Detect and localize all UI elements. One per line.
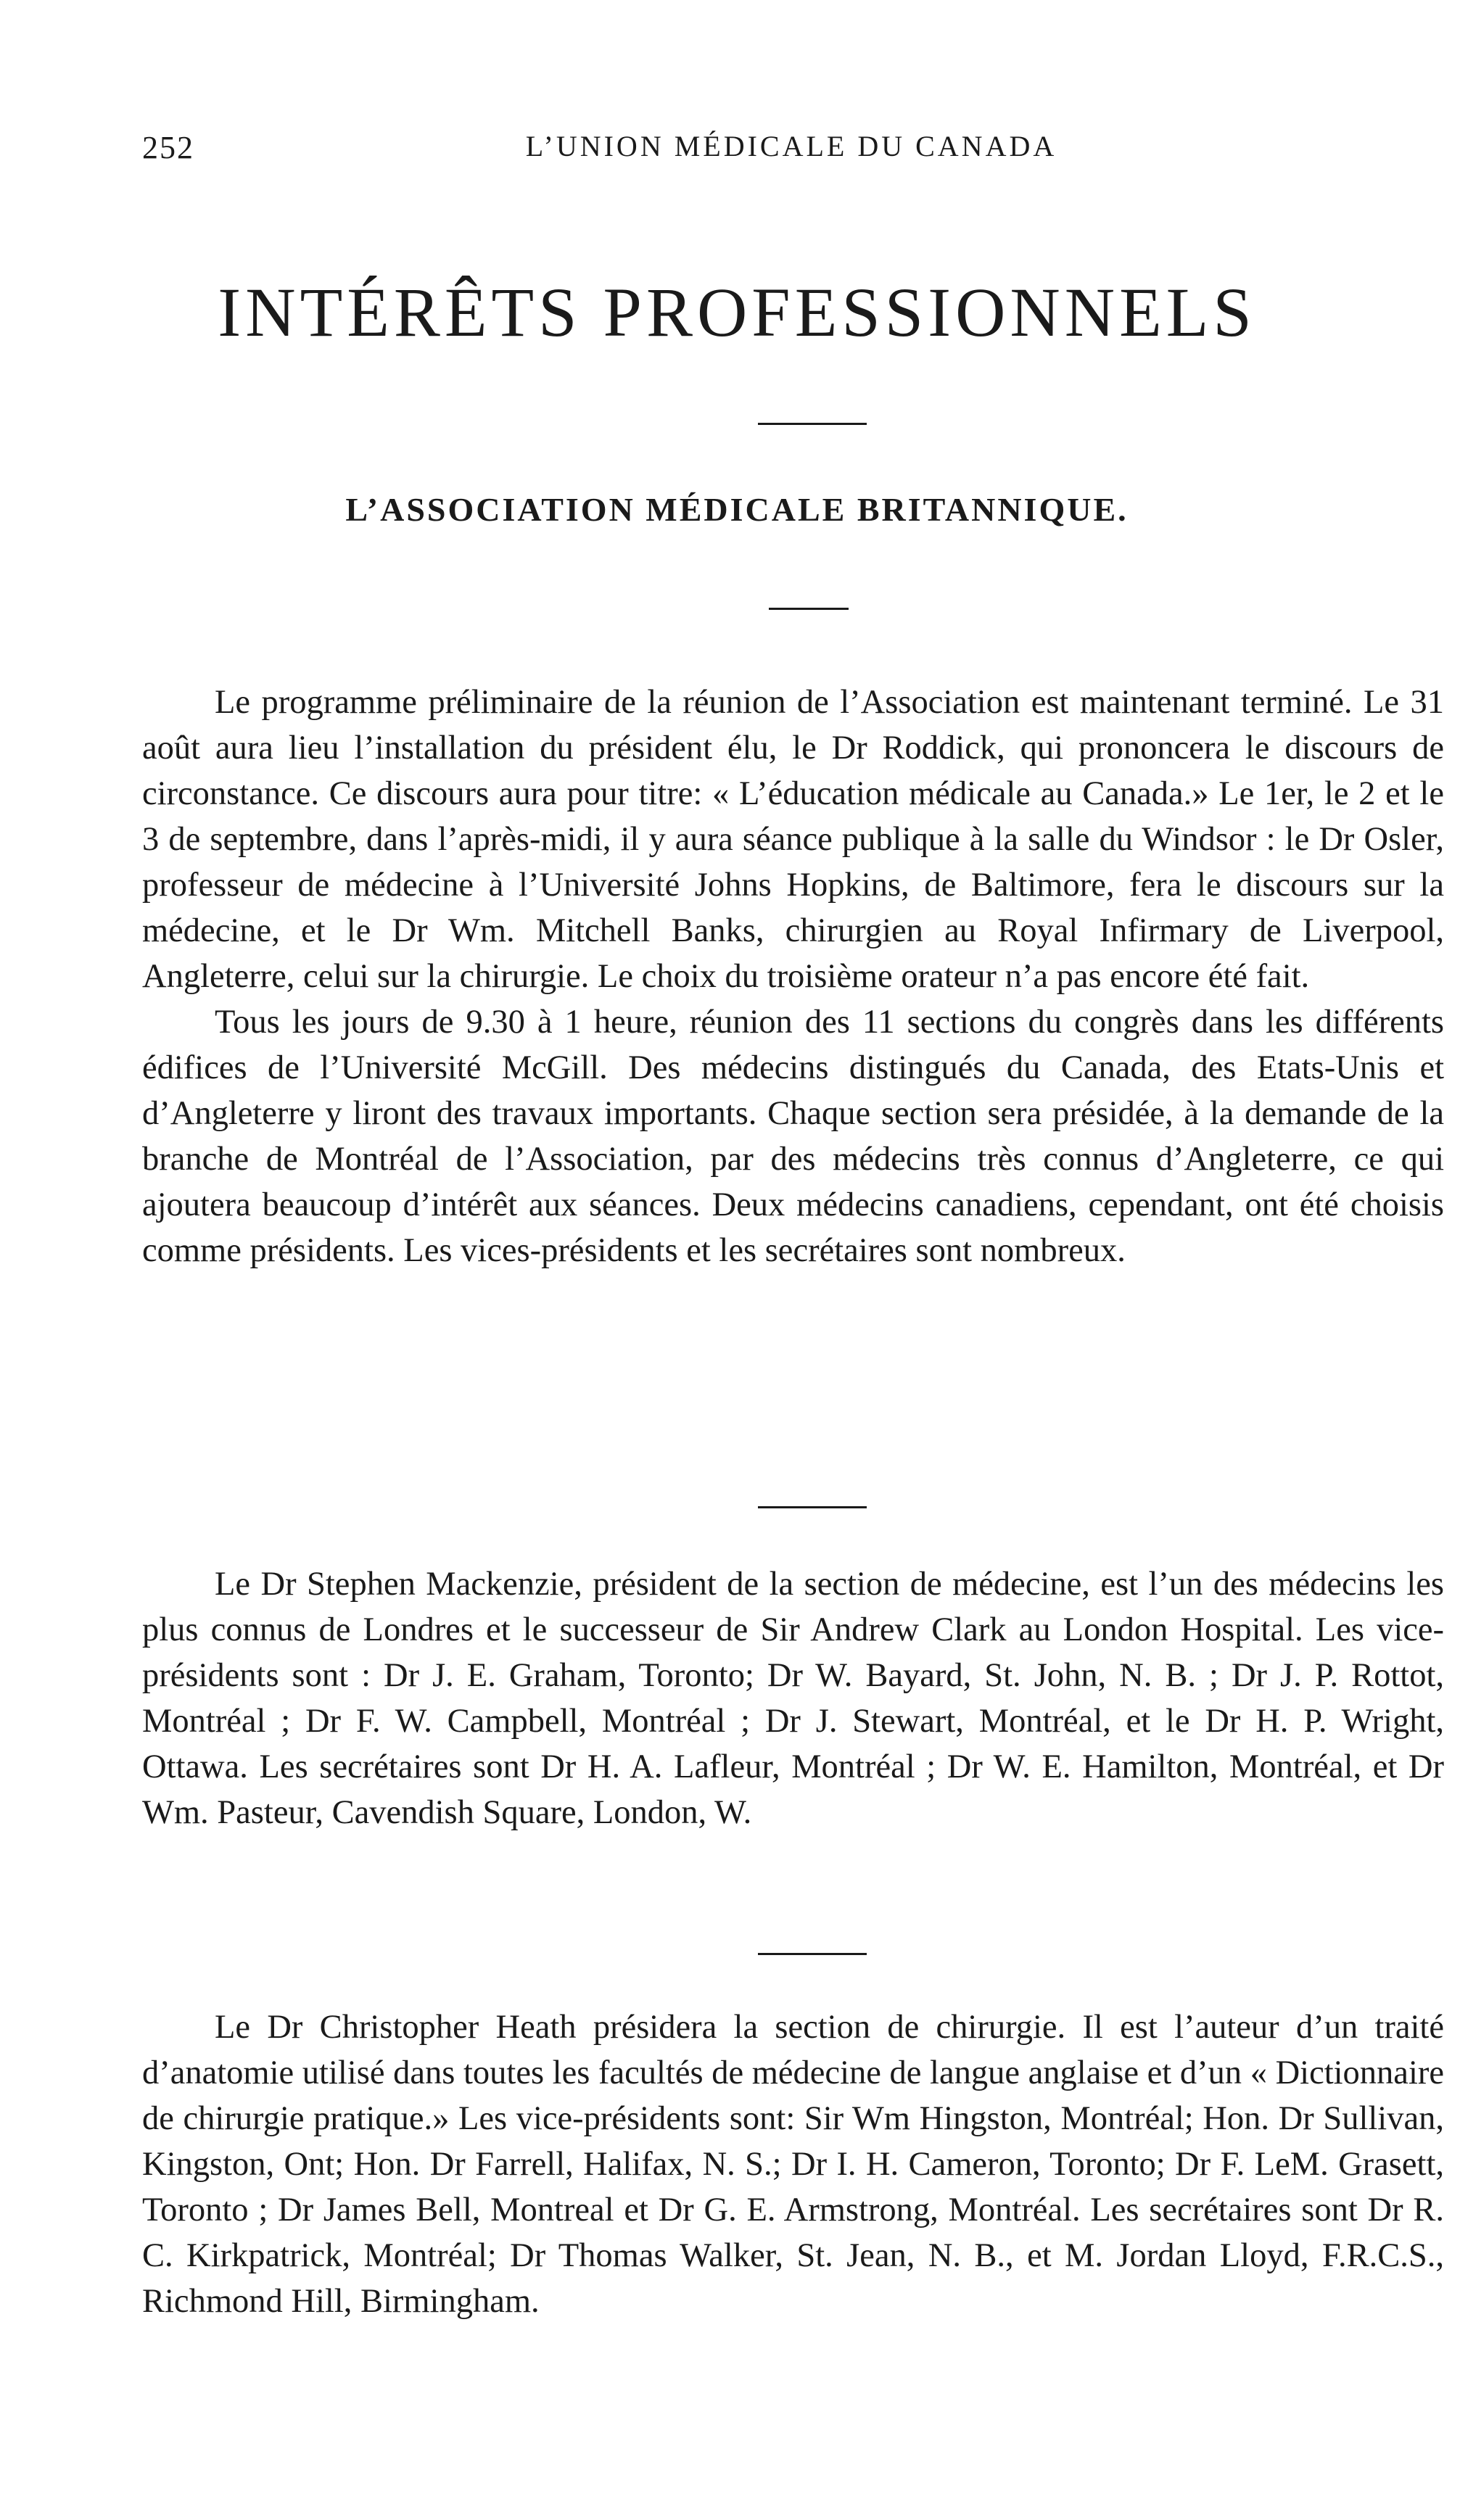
running-head (142, 129, 1440, 173)
divider-rule (758, 1953, 867, 1955)
divider-rule (758, 423, 867, 425)
divider-rule (769, 608, 849, 610)
article-body-surgery (142, 2004, 1444, 2324)
article-body-medicine (142, 1561, 1444, 1835)
paragraph: Le Dr Stephen Mackenzie, président de la section de médecine, est l’un des médecins les plus connus de Londres et le successeur de Sir Andrew Clark au London Hospital. Les vice-présidents sont : Dr J. E. Graham, Toronto; Dr W. Bayard, St. John, N. B. ; Dr J. P. Rottot, Montréal ; Dr F. W. Campbell, Montréal ; Dr J. Stewart, Montréal, et le Dr H. P. Wright, Ottawa. Les secrétaires sont Dr H. A. Lafleur, Montréal ; Dr W. E. Hamilton, Montréal, et Dr Wm. Pasteur, Cavendish Square, London, W. (142, 1566, 1444, 1831)
page-number: 252 (142, 130, 194, 165)
paragraph: Le Dr Christopher Heath présidera la section de chirurgie. Il est l’auteur d’un traité d’anatomie utilisé dans toutes les facultés de médecine de langue anglaise et d’un « Dictionnaire de chirurgie pratique.» Les vice-présidents sont: Sir Wm Hingston, Montréal; Hon. Dr Sullivan, Kingston, Ont; Hon. Dr Farrell, Halifax, N. S.; Dr I. H. Cameron, Toronto; Dr F. LeM. Grasett, Toronto ; Dr James Bell, Montreal et Dr G. E. Armstrong, Montréal. Les secrétaires sont Dr R. C. Kirkpatrick, Montréal; Dr Thomas Walker, St. Jean, N. B., et M. Jordan Lloyd, F.R.C.S., Richmond Hill, Birmingham. (142, 2009, 1444, 2320)
article-subtitle: L’ASSOCIATION MÉDICALE BRITANNIQUE. (345, 491, 1129, 528)
paragraph: Le programme préliminaire de la réunion de l’Association est maintenant terminé. Le 31 août aura lieu l’installation du président élu, le Dr Roddick, qui prononcera le discours de circonstance. Ce discours aura pour titre: « L’éducation médicale au Canada.» Le 1er, le 2 et le 3 de septembre, dans l’après-midi, il y aura séance publique à la salle du Windsor : le Dr Osler, professeur de médecine à l’Université Johns Hopkins, de Baltimore, fera le discours sur la médecine, et le Dr Wm. Mitchell Banks, chirurgien au Royal Infirmary de Liverpool, Angleterre, celui sur la chirurgie. Le choix du troisième orateur n’a pas encore été fait. (142, 684, 1444, 995)
journal-title: L’UNION MÉDICALE DU CANADA (525, 130, 1057, 162)
divider-rule (758, 1506, 867, 1508)
paragraph: Tous les jours de 9.30 à 1 heure, réunion des 11 sections du congrès dans les différents édifices de l’Université McGill. Des médecins distingués du Canada, des Etats-Unis et d’Angleterre y liront des travaux importants. Chaque section sera présidée, à la demande de la branche de Montréal de l’Association, par des médecins très connus d’Angleterre, ce qui ajoutera beaucoup d’intérêt aux séances. Deux médecins canadiens, cependant, ont été choisis comme présidents. Les vices-présidents et les secrétaires sont nombreux. (142, 1004, 1444, 1269)
article-body-intro (142, 679, 1444, 1273)
section-title: INTÉRÊTS PROFESSIONNELS (218, 273, 1256, 351)
